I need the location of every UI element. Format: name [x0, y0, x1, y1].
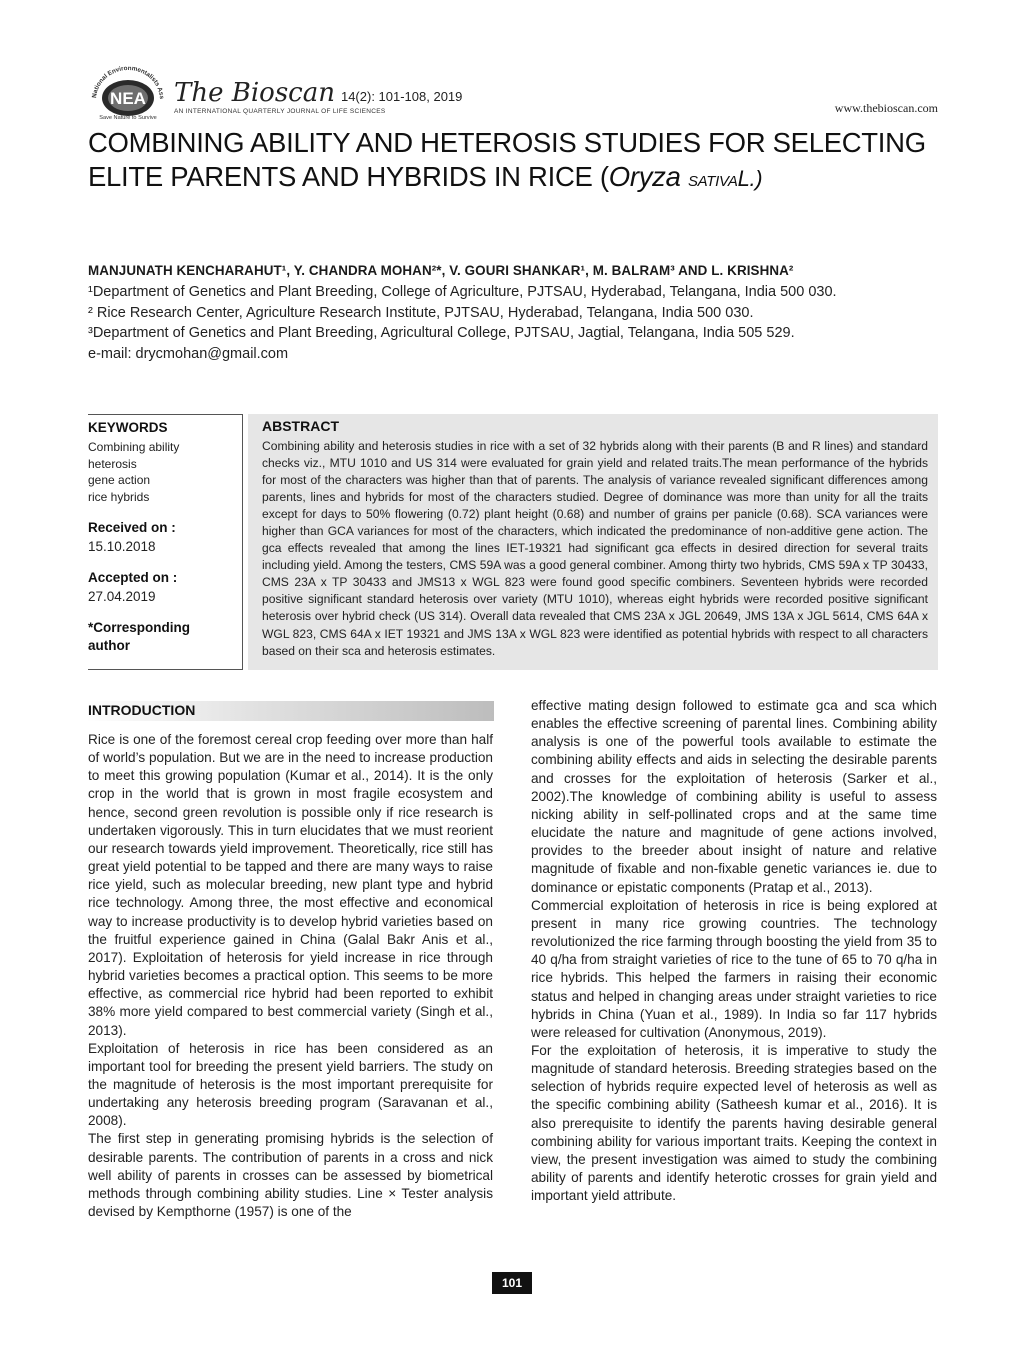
affiliation-1: ¹Department of Genetics and Plant Breeding, College of Agriculture, PJTSAU, Hyderabad, Telangana, India 500 030. — [88, 284, 837, 300]
keyword-item: gene action — [88, 473, 151, 487]
right-column — [531, 697, 937, 1205]
accepted-label: Accepted on : — [88, 570, 178, 585]
corresponding-label: *Corresponding — [88, 620, 191, 635]
introduction-heading: INTRODUCTION — [88, 702, 196, 718]
paragraph: Rice is one of the foremost cereal crop feeding over more than half of world’s population. But we are in the need to increase production to meet this growing population (Kumar et al., 2014). It is the only crop in the world that is grown in most fragile ecosystem and hence, second green revolution is possible only if rice research is undertaken vigorously. This in turn elucidates that we must reorient our research towards yield improvement. Theoretically, rice still has great yield potential to be tapped and there are many ways to raise rice yield, such as molecular breeding, new plant type and hybrid rice technology. Among three, the most effective and economical way to increase productivity is to develop hybrid varieties based on the fruitful experience gained in China (Galal Bakr Anis et al., 2017). Exploitation of heterosis for yield increase in rice through hybrid varieties becomes a practical option. This seems to be more effective, as commercial rice hybrid had been reported to exhibit 38% more yield compared to best commercial variety (Singh et al., 2013). — [88, 732, 493, 1038]
email[interactable]: e-mail: drycmohan@gmail.com — [88, 346, 289, 362]
page-number: 101 — [492, 1272, 532, 1294]
keyword-item: heterosis — [88, 457, 137, 471]
affiliation-3: ³Department of Genetics and Plant Breeding, Agricultural College, PJTSAU, Jagtial, Telangana, India 505 529. — [88, 325, 795, 341]
keyword-item: Combining ability — [88, 440, 180, 454]
paragraph: The first step in generating promising hybrids is the selection of desirable parents. The contribution of parents in a cross and nick well ability of parents in crosses can be assessed by biometrical methods through combining ability studies. Line × Tester analysis devised by Kempthorne (1957) is one of the — [88, 1131, 493, 1220]
affiliation-2: ² Rice Research Center, Agriculture Research Institute, PJTSAU, Hyderabad, Telangana, India 500 030. — [88, 305, 754, 321]
accepted-date: 27.04.2019 — [88, 589, 156, 604]
abstract-text: Combining ability and heterosis studies in rice with a set of 32 hybrids along with their parents (B and R lines) and standard checks viz., MTU 1010 and US 314 were evaluated for grain yield and related traits.The mean performance of the hybrids for most of the characters was higher than that of parents. The analysis of variance revealed significant differences among parents, lines and hybrids for most of the characters studied. Degree of dominance was more than unity for all the traits except for days to 50% flowering (0.72) plant height (0.68) and number of grains per panicle (0.68). SCA variances were higher than GCA variances for most of the characters, which indicated the predominance of non-additive gene action. The gca effects revealed that among the lines IET-19321 had significant gca effects in desired direction for several traits including yield. Among the testers, CMS 59A was a good general combiner. Among thirty two hybrids, CMS 59A x TP 30433, CMS 23A x TP 30433 and JMS13 x WGL 823 were found good specific combiners. Seventeen hybrids were recorded positive significant standard heterosis over variety (MTU 1010), whereas eight hybrids were recorded positive significant heterosis over hybrid check (US 314). Overall data revealed that CMS 23A x JGL 20649, JMS 13A x JGL 5614, CMS 64A x WGL 823, CMS 64A x IET 19321 and JMS 13A x WGL 823 were identified as potential hybrids with respect to all characters based on their sca and heterosis estimates. — [262, 439, 928, 658]
left-column — [88, 731, 493, 1221]
abstract-heading: ABSTRACT — [262, 418, 339, 434]
volume-info: 14(2): 101-108, 2019 — [340, 89, 463, 104]
paragraph: For the exploitation of heterosis, it is imperative to study the magnitude of standard heterosis. Breeding strategies based on the selection of hybrids require expected level of heterosis as well as the specific combining ability (Satheesh kumar et al., 2016). It is also prerequisite to identify the parents having desirable general combining ability for various important traits. Keeping the context in view, the present investigation was aimed to study the combining ability of parents and identify heterotic crosses for grain yield and important yield attribute. — [531, 1042, 937, 1204]
paragraph: Exploitation of heterosis in rice has been considered as an important tool for breeding the present yield barriers. The study on the magnitude of heterosis is the most important prerequisite for undertaking any heterosis breeding program (Saravanan et al., 2008). — [88, 1040, 493, 1129]
journal-subtitle: AN INTERNATIONAL QUARTERLY JOURNAL OF LIFE SCIENCES — [174, 108, 386, 115]
journal-name: The Bioscan 14(2): 101-108, 2019 — [174, 78, 463, 108]
corresponding-label-2: author — [88, 638, 130, 653]
paragraph: Commercial exploitation of heterosis in rice is being explored at present in many rice growing countries. The technology revolutionized the rice farming through boosting the yield from 35 to 40 q/ha from straight varieties of rice to the tune of 65 to 70 q/ha in rice hybrids. This helped the farmers in raising their economic status and helped in changing areas under straight varieties to rice hybrids in China (Yuan et al., 1989). In India so far 117 hybrids were released for cultivation (Anonymous, 2019). — [531, 897, 937, 1040]
article-title: COMBINING ABILITY AND HETEROSIS STUDIES FOR SELECTING ELITE PARENTS AND HYBRIDS IN RICE (Oryza sativaL.) — [88, 127, 926, 192]
received-date: 15.10.2018 — [88, 539, 156, 554]
introduction-heading-bar — [86, 701, 494, 721]
svg-text:NEA: NEA — [110, 89, 146, 108]
keywords-heading: KEYWORDS — [88, 420, 168, 435]
author-list: MANJUNATH KENCHARAHUT¹, Y. CHANDRA MOHAN²*, V. GOURI SHANKAR¹, M. BALRAM³ AND L. KRISHNA² — [88, 263, 794, 278]
svg-text:Save Nature to Survive: Save Nature to Survive — [99, 115, 157, 120]
paragraph: effective mating design followed to estimate gca and sca which enables the effective screening of parental lines. Combining ability analysis is one of the powerful tools available to estimate the combining ability effects and aids in selecting the desirable parents and crosses for the exploitation of heterosis (Sarker et al., 2002).The knowledge of combining ability is useful to assess nicking ability in self-pollinated crops and at the same time elucidate the nature and magnitude of gene actions involved, provides to the breeder about insight of nature and relative magnitude of fixable and non-fixable genetic variances ie. due to dominance or epistatic components (Pratap et al., 2013). — [531, 698, 937, 895]
journal-logo — [88, 62, 168, 120]
keyword-item: rice hybrids — [88, 490, 150, 504]
received-label: Received on : — [88, 520, 176, 535]
svg-text:National Environmentalists Ass: National Environmentalists Ass — [91, 64, 166, 100]
journal-website[interactable]: www.thebioscan.com — [834, 101, 938, 115]
